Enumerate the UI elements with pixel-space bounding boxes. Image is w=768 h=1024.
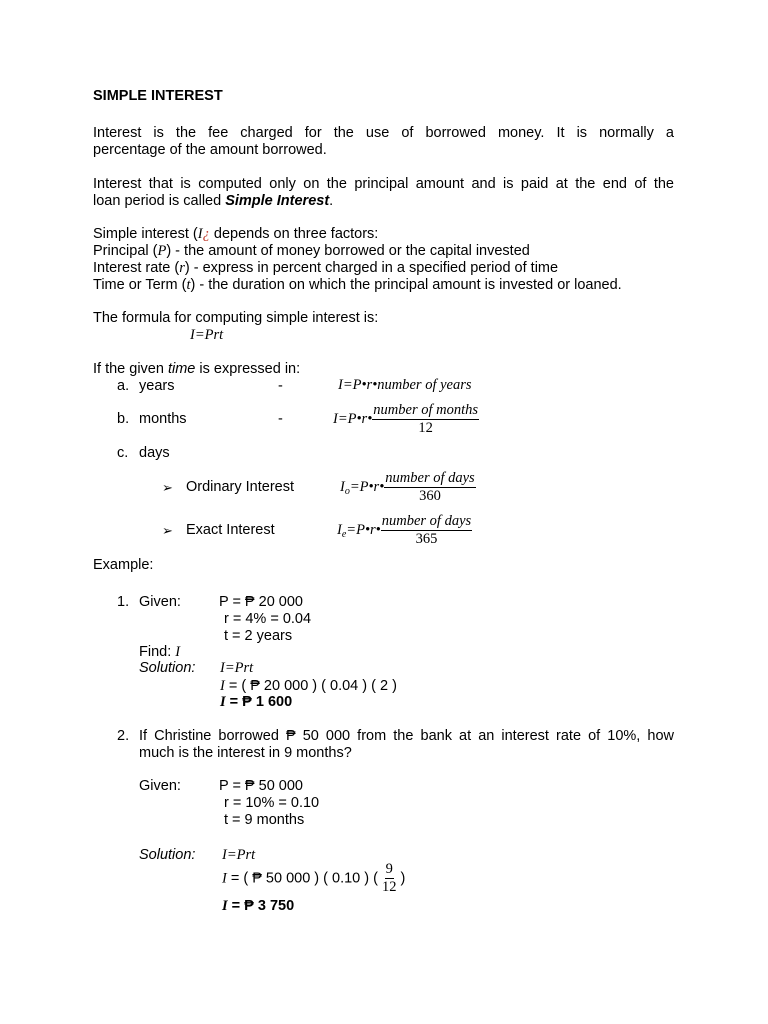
case-b-label: months xyxy=(139,411,187,427)
formula-intro: The formula for computing simple interest is: xyxy=(93,310,379,326)
example-2-solution-label: Solution: xyxy=(139,847,196,863)
math-symbol: I xyxy=(220,694,226,710)
example-2-time: t = 9 months xyxy=(224,812,305,828)
example-1-time: t = 2 years xyxy=(224,628,293,644)
example-2-answer xyxy=(222,898,294,915)
math-symbol: t xyxy=(186,277,191,293)
case-b-formula xyxy=(333,403,479,436)
example-1-step-1: I=Prt xyxy=(220,660,254,676)
fraction-numerator: number of days xyxy=(385,470,475,486)
example-2-marker: 2. xyxy=(117,728,130,744)
math-symbol: I xyxy=(197,226,203,242)
example-2-step-2 xyxy=(222,862,405,895)
example-2-given-label: Given: xyxy=(139,778,181,794)
case-a-marker: a. xyxy=(117,378,130,394)
fraction-denominator: 365 xyxy=(415,531,438,547)
example-2-rate: r = 10% = 0.10 xyxy=(224,795,320,811)
text-run: is expressed in: xyxy=(195,361,301,377)
factor-time xyxy=(93,277,622,294)
arrow-bullet-icon: ➢ xyxy=(162,523,173,538)
stray-glyph: ¿ xyxy=(202,226,210,242)
ordinary-interest-formula xyxy=(340,471,476,504)
math-symbol: I xyxy=(340,478,345,495)
math-symbol: I xyxy=(222,898,228,914)
text-run: loan period is called xyxy=(93,193,226,209)
case-b-marker: b. xyxy=(117,411,130,427)
fraction-numerator: number of months xyxy=(373,402,479,418)
simple-interest-term: Simple Interest xyxy=(225,193,330,209)
example-2-step-1: I=Prt xyxy=(222,847,256,863)
text-run: . xyxy=(329,193,334,209)
simple-interest-line-2 xyxy=(93,193,333,210)
text-run: depends on three factors: xyxy=(209,226,379,242)
fraction-denominator: 12 xyxy=(382,879,397,895)
time-cases-intro xyxy=(93,361,300,378)
fraction-denominator: 12 xyxy=(418,420,433,436)
factors-intro xyxy=(93,226,378,243)
text-run: ) - the duration on which the principal amount is invested or loaned. xyxy=(190,277,622,293)
math-symbol: I xyxy=(337,521,342,538)
example-2-principal: P = ₱ 50 000 xyxy=(219,778,303,794)
math-symbol: I xyxy=(222,870,227,887)
main-formula: I=Prt xyxy=(190,327,224,343)
exact-interest-label: Exact Interest xyxy=(186,522,275,538)
exact-interest-formula xyxy=(337,514,472,547)
case-a-label: years xyxy=(139,378,175,394)
simple-interest-line-1: Interest that is computed only on the principal amount and is paid at the end of the xyxy=(93,176,674,192)
example-1-given-label: Given: xyxy=(139,594,181,610)
case-c-marker: c. xyxy=(117,445,129,461)
exact-fraction xyxy=(381,514,472,547)
factor-rate xyxy=(93,260,558,277)
math-symbol: I xyxy=(175,644,181,660)
formula-lhs: =P•r• xyxy=(349,478,385,495)
text-run: = ( ₱ 20 000 ) ( 0.04 ) ( 2 ) xyxy=(224,678,397,694)
text-run: Time or Term ( xyxy=(93,277,187,293)
example-1-principal: P = ₱ 20 000 xyxy=(219,594,303,610)
text-run: ) xyxy=(400,870,406,887)
example-1-find xyxy=(139,644,180,661)
example-1-step-2 xyxy=(220,678,397,695)
fraction-denominator: 360 xyxy=(419,488,441,504)
text-run: = ₱ 3 750 xyxy=(227,898,295,914)
definition-line-2: percentage of the amount borrowed. xyxy=(93,142,327,158)
example-1-answer xyxy=(220,694,292,711)
factor-principal xyxy=(93,243,530,260)
text-run: Principal ( xyxy=(93,243,158,259)
example-2-question-line-1: If Christine borrowed ₱ 50 000 from the bank at an interest rate of 10%, how xyxy=(139,728,674,744)
text-run: Find: xyxy=(139,644,176,660)
example-heading: Example: xyxy=(93,557,154,573)
case-a-dash: - xyxy=(278,378,283,394)
arrow-bullet-icon: ➢ xyxy=(162,480,173,495)
example-1-marker: 1. xyxy=(117,594,130,610)
text-run: Simple interest ( xyxy=(93,226,198,242)
ordinary-interest-label: Ordinary Interest xyxy=(186,479,294,495)
definition-line-1: Interest is the fee charged for the use of borrowed money. It is normally a xyxy=(93,125,674,141)
fraction-numerator: 9 xyxy=(385,861,393,877)
example-2-question-line-2: much is the interest in 9 months? xyxy=(139,745,352,761)
text-run: ) - the amount of money borrowed or the capital invested xyxy=(166,243,530,259)
math-symbol: P xyxy=(157,243,167,259)
text-run: If the given xyxy=(93,361,168,377)
ordinary-fraction xyxy=(384,471,475,504)
case-b-dash: - xyxy=(278,411,283,427)
formula-lhs: =P•r• xyxy=(346,521,381,538)
example-1-rate: r = 4% = 0.04 xyxy=(224,611,312,627)
math-symbol: I xyxy=(220,678,225,694)
subscript: e xyxy=(341,528,347,540)
text-run: = ( ₱ 50 000 ) ( 0.10 ) ( xyxy=(226,870,378,887)
text-run: = ₱ 1 600 xyxy=(225,694,293,710)
months-fraction xyxy=(372,403,479,436)
text-run: ) - express in percent charged in a specified period of time xyxy=(184,260,559,276)
formula-lhs: I=P•r• xyxy=(333,410,373,427)
emphasis-time: time xyxy=(167,361,196,377)
page-title: SIMPLE INTEREST xyxy=(93,88,223,104)
nine-twelfths-fraction xyxy=(382,862,397,895)
case-c-label: days xyxy=(139,445,170,461)
text-run: Interest rate ( xyxy=(93,260,180,276)
case-a-formula: I=P•r•number of years xyxy=(338,377,472,393)
fraction-numerator: number of days xyxy=(381,513,472,529)
subscript: o xyxy=(344,485,350,497)
math-symbol: r xyxy=(179,260,185,276)
example-1-solution-label: Solution: xyxy=(139,660,196,676)
